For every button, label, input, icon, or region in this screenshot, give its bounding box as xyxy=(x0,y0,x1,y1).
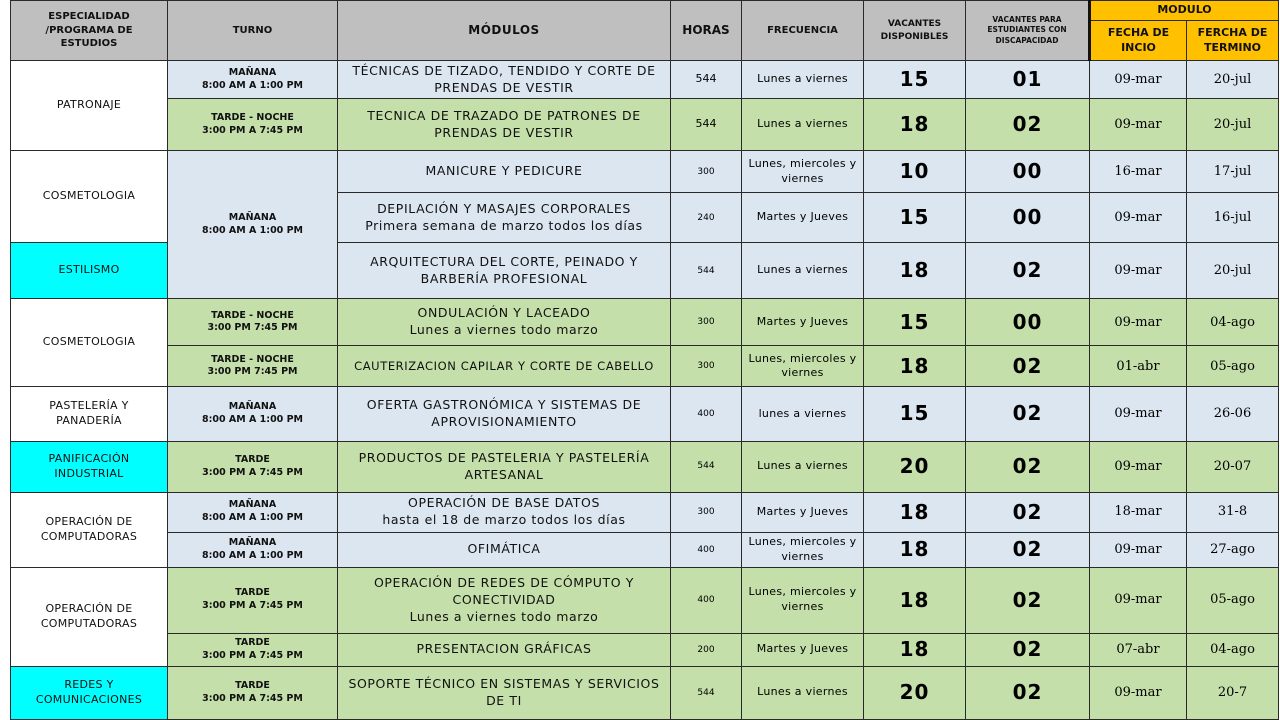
frecuencia-cell: Lunes, miercoles y viernes xyxy=(742,532,864,567)
fecha-termino-cell: 04-ago xyxy=(1187,299,1279,346)
modulo-cell: TÉCNICAS DE TIZADO, TENDIDO Y CORTE DE PRENDAS DE VESTIR xyxy=(338,61,671,99)
vacantes-cell: 15 xyxy=(864,193,966,243)
turno-cell: MAÑANA 8:00 AM A 1:00 PM xyxy=(168,387,338,441)
horas-cell: 400 xyxy=(671,387,742,441)
frecuencia-cell: Lunes a viernes xyxy=(742,441,864,492)
horas-cell: 300 xyxy=(671,346,742,387)
especialidad-cell: COSMETOLOGIA xyxy=(11,151,168,243)
discapacidad-cell: 01 xyxy=(966,61,1090,99)
fecha-inicio-cell: 09-mar xyxy=(1090,532,1187,567)
vacantes-cell: 18 xyxy=(864,346,966,387)
frecuencia-cell: Lunes, miercoles y viernes xyxy=(742,567,864,633)
horas-cell: 544 xyxy=(671,99,742,151)
fecha-inicio-cell: 01-abr xyxy=(1090,346,1187,387)
especialidad-cell: COSMETOLOGIA xyxy=(11,299,168,387)
horas-cell: 240 xyxy=(671,193,742,243)
turno-cell: MAÑANA 8:00 AM A 1:00 PM xyxy=(168,532,338,567)
fecha-inicio-cell: 09-mar xyxy=(1090,243,1187,299)
discapacidad-cell: 02 xyxy=(966,346,1090,387)
frecuencia-cell: Lunes a viernes xyxy=(742,666,864,719)
fecha-termino-cell: 20-07 xyxy=(1187,441,1279,492)
header-vacantes-discapacidad: VACANTES PARA ESTUDIANTES CON DISCAPACIDAD xyxy=(966,1,1090,61)
frecuencia-cell: Lunes, miercoles y viernes xyxy=(742,151,864,193)
horas-cell: 544 xyxy=(671,666,742,719)
vacantes-cell: 15 xyxy=(864,387,966,441)
course-schedule-table xyxy=(10,0,1279,720)
table-row xyxy=(11,441,1279,492)
header-modulo-group: MODULO xyxy=(1090,1,1279,21)
modulo-cell: ONDULACIÓN Y LACEADO Lunes a viernes todo marzo xyxy=(338,299,671,346)
modulo-cell: TECNICA DE TRAZADO DE PATRONES DE PRENDAS DE VESTIR xyxy=(338,99,671,151)
turno-cell: TARDE 3:00 PM A 7:45 PM xyxy=(168,441,338,492)
fecha-inicio-cell: 09-mar xyxy=(1090,193,1187,243)
horas-cell: 300 xyxy=(671,492,742,532)
table-row xyxy=(11,532,1279,567)
fecha-termino-cell: 17-jul xyxy=(1187,151,1279,193)
horas-cell: 300 xyxy=(671,151,742,193)
table-row xyxy=(11,666,1279,719)
fecha-termino-cell: 05-ago xyxy=(1187,567,1279,633)
turno-cell: TARDE 3:00 PM A 7:45 PM xyxy=(168,567,338,633)
header-fecha-inicio: FECHA DE INCIO xyxy=(1090,21,1187,61)
header-turno: TURNO xyxy=(168,1,338,61)
frecuencia-cell: Lunes a viernes xyxy=(742,99,864,151)
table-row xyxy=(11,387,1279,441)
modulo-cell: CAUTERIZACION CAPILAR Y CORTE DE CABELLO xyxy=(338,346,671,387)
modulo-cell: PRODUCTOS DE PASTELERIA Y PASTELERÍA ARTESANAL xyxy=(338,441,671,492)
vacantes-cell: 20 xyxy=(864,666,966,719)
frecuencia-cell: Lunes a viernes xyxy=(742,61,864,99)
discapacidad-cell: 02 xyxy=(966,243,1090,299)
discapacidad-cell: 02 xyxy=(966,387,1090,441)
discapacidad-cell: 00 xyxy=(966,193,1090,243)
vacantes-cell: 18 xyxy=(864,99,966,151)
fecha-inicio-cell: 07-abr xyxy=(1090,633,1187,666)
vacantes-cell: 18 xyxy=(864,492,966,532)
turno-cell: MAÑANA 8:00 AM A 1:00 PM xyxy=(168,492,338,532)
especialidad-cell: OPERACIÓN DE COMPUTADORAS xyxy=(11,492,168,567)
fecha-inicio-cell: 09-mar xyxy=(1090,567,1187,633)
turno-cell: TARDE 3:00 PM A 7:45 PM xyxy=(168,633,338,666)
especialidad-cell: PASTELERÍA Y PANADERÍA xyxy=(11,387,168,441)
fecha-termino-cell: 31-8 xyxy=(1187,492,1279,532)
table-row xyxy=(11,567,1279,633)
fecha-inicio-cell: 16-mar xyxy=(1090,151,1187,193)
especialidad-cell: PATRONAJE xyxy=(11,61,168,151)
horas-cell: 544 xyxy=(671,441,742,492)
fecha-termino-cell: 04-ago xyxy=(1187,633,1279,666)
turno-cell: MAÑANA 8:00 AM A 1:00 PM xyxy=(168,151,338,299)
modulo-cell: SOPORTE TÉCNICO EN SISTEMAS Y SERVICIOS DE TI xyxy=(338,666,671,719)
frecuencia-cell: Martes y Jueves xyxy=(742,633,864,666)
discapacidad-cell: 02 xyxy=(966,532,1090,567)
modulo-cell: OFIMÁTICA xyxy=(338,532,671,567)
especialidad-cell: PANIFICACIÓN INDUSTRIAL xyxy=(11,441,168,492)
frecuencia-cell: Lunes, miercoles y viernes xyxy=(742,346,864,387)
especialidad-cell: ESTILISMO xyxy=(11,243,168,299)
header-especialidad: ESPECIALIDAD /PROGRAMA DE ESTUDIOS xyxy=(11,1,168,61)
vacantes-cell: 18 xyxy=(864,532,966,567)
fecha-inicio-cell: 09-mar xyxy=(1090,61,1187,99)
vacantes-cell: 18 xyxy=(864,567,966,633)
turno-cell: TARDE 3:00 PM A 7:45 PM xyxy=(168,666,338,719)
horas-cell: 300 xyxy=(671,299,742,346)
table-row xyxy=(11,633,1279,666)
header-fecha-termino: FERCHA DE TERMINO xyxy=(1187,21,1279,61)
header-frecuencia: FRECUENCIA xyxy=(742,1,864,61)
horas-cell: 200 xyxy=(671,633,742,666)
modulo-cell: MANICURE Y PEDICURE xyxy=(338,151,671,193)
table-row xyxy=(11,151,1279,193)
table-row xyxy=(11,99,1279,151)
fecha-inicio-cell: 09-mar xyxy=(1090,99,1187,151)
especialidad-cell: REDES Y COMUNICACIONES xyxy=(11,666,168,719)
turno-cell: MAÑANA 8:00 AM A 1:00 PM xyxy=(168,61,338,99)
discapacidad-cell: 00 xyxy=(966,299,1090,346)
discapacidad-cell: 02 xyxy=(966,441,1090,492)
vacantes-cell: 18 xyxy=(864,243,966,299)
vacantes-cell: 20 xyxy=(864,441,966,492)
table-row xyxy=(11,299,1279,346)
vacantes-cell: 18 xyxy=(864,633,966,666)
discapacidad-cell: 02 xyxy=(966,492,1090,532)
frecuencia-cell: lunes a viernes xyxy=(742,387,864,441)
fecha-termino-cell: 16-jul xyxy=(1187,193,1279,243)
discapacidad-cell: 02 xyxy=(966,666,1090,719)
discapacidad-cell: 02 xyxy=(966,633,1090,666)
fecha-termino-cell: 05-ago xyxy=(1187,346,1279,387)
especialidad-cell: OPERACIÓN DE COMPUTADORAS xyxy=(11,567,168,666)
header-modulos: MÓDULOS xyxy=(338,1,671,61)
fecha-termino-cell: 26-06 xyxy=(1187,387,1279,441)
fecha-termino-cell: 20-7 xyxy=(1187,666,1279,719)
fecha-inicio-cell: 09-mar xyxy=(1090,387,1187,441)
vacantes-cell: 15 xyxy=(864,299,966,346)
fecha-termino-cell: 27-ago xyxy=(1187,532,1279,567)
vacantes-cell: 10 xyxy=(864,151,966,193)
fecha-termino-cell: 20-jul xyxy=(1187,243,1279,299)
modulo-cell: OFERTA GASTRONÓMICA Y SISTEMAS DE APROVISIONAMIENTO xyxy=(338,387,671,441)
header-horas: HORAS xyxy=(671,1,742,61)
fecha-inicio-cell: 09-mar xyxy=(1090,666,1187,719)
frecuencia-cell: Martes y Jueves xyxy=(742,193,864,243)
modulo-cell: DEPILACIÓN Y MASAJES CORPORALES Primera semana de marzo todos los días xyxy=(338,193,671,243)
turno-cell: TARDE - NOCHE 3:00 PM 7:45 PM xyxy=(168,346,338,387)
fecha-inicio-cell: 18-mar xyxy=(1090,492,1187,532)
modulo-cell: ARQUITECTURA DEL CORTE, PEINADO Y BARBERÍA PROFESIONAL xyxy=(338,243,671,299)
horas-cell: 400 xyxy=(671,532,742,567)
horas-cell: 544 xyxy=(671,61,742,99)
frecuencia-cell: Lunes a viernes xyxy=(742,243,864,299)
fecha-termino-cell: 20-jul xyxy=(1187,61,1279,99)
table-row xyxy=(11,61,1279,99)
modulo-cell: OPERACIÓN DE BASE DATOS hasta el 18 de marzo todos los días xyxy=(338,492,671,532)
turno-cell: TARDE - NOCHE 3:00 PM 7:45 PM xyxy=(168,299,338,346)
vacantes-cell: 15 xyxy=(864,61,966,99)
frecuencia-cell: Martes y Jueves xyxy=(742,299,864,346)
modulo-cell: PRESENTACION GRÁFICAS xyxy=(338,633,671,666)
turno-cell: TARDE - NOCHE 3:00 PM A 7:45 PM xyxy=(168,99,338,151)
header-vacantes: VACANTES DISPONIBLES xyxy=(864,1,966,61)
fecha-inicio-cell: 09-mar xyxy=(1090,441,1187,492)
horas-cell: 400 xyxy=(671,567,742,633)
discapacidad-cell: 02 xyxy=(966,99,1090,151)
frecuencia-cell: Martes y Jueves xyxy=(742,492,864,532)
fecha-inicio-cell: 09-mar xyxy=(1090,299,1187,346)
horas-cell: 544 xyxy=(671,243,742,299)
fecha-termino-cell: 20-jul xyxy=(1187,99,1279,151)
modulo-cell: OPERACIÓN DE REDES DE CÓMPUTO Y CONECTIVIDAD Lunes a viernes todo marzo xyxy=(338,567,671,633)
discapacidad-cell: 02 xyxy=(966,567,1090,633)
table-row xyxy=(11,492,1279,532)
discapacidad-cell: 00 xyxy=(966,151,1090,193)
table-row xyxy=(11,346,1279,387)
